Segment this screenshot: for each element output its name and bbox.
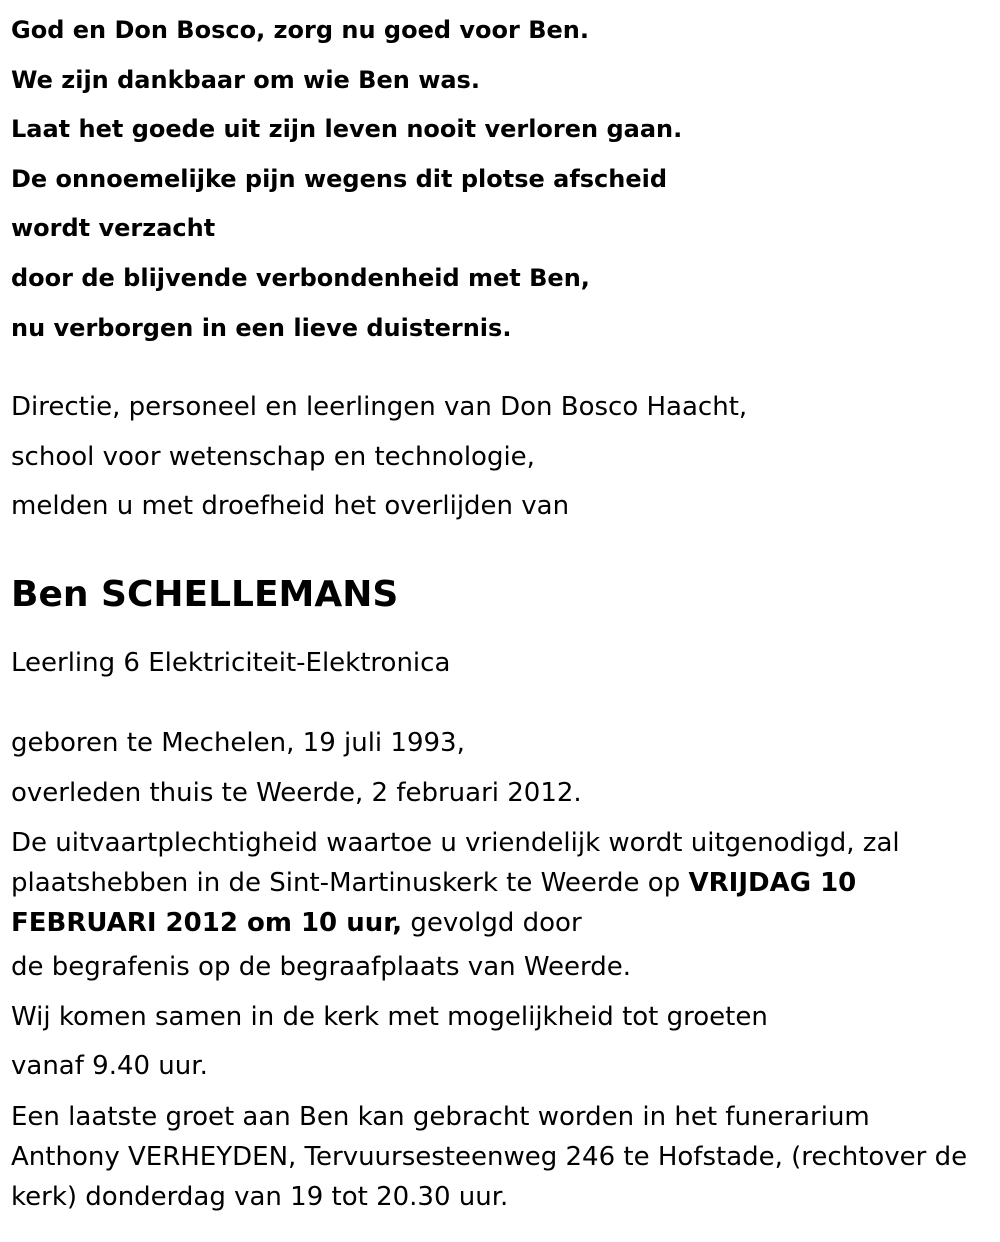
announcement-intro <box>11 383 986 531</box>
greeting-time-line: vanaf 9.40 uur. <box>11 1051 208 1082</box>
poem-line: De onnoemelijke pijn wegens dit plotse afscheid <box>11 164 668 193</box>
deceased-role: Leerling 6 Elektriciteit-Elektronica <box>11 648 451 679</box>
deceased-name: Ben SCHELLEMANS <box>11 574 399 616</box>
greeting-line: Wij komen samen in de kerk met mogelijkheid tot groeten <box>11 1001 768 1032</box>
poem-line: God en Don Bosco, zorg nu goed voor Ben. <box>11 16 589 44</box>
poem-line: door de blijvende verbondenheid met Ben, <box>11 263 590 292</box>
death-line: overleden thuis te Weerde, 2 februari 2012. <box>11 777 582 808</box>
intro-line: Directie, personeel en leerlingen van Don Bosco Haacht, <box>11 392 748 423</box>
intro-line: melden u met droefheid het overlijden van <box>11 490 570 521</box>
intro-line: school voor wetenschap en technologie, <box>11 441 535 472</box>
last-farewell-paragraph: Een laatste groet aan Ben kan gebracht worden in het funerarium Anthony VERHEYDEN, Tervuursesteenweg 246 te Hofstade, (rechtover de kerk) donderdag van 19 tot 20.30 uur. <box>11 1101 968 1212</box>
life-dates <box>11 719 986 818</box>
funeral-text-after: gevolgd door <box>402 908 582 939</box>
poem-block <box>11 0 986 353</box>
funeral-paragraph <box>11 818 986 943</box>
poem-line: Laat het goede uit zijn leven nooit verloren gaan. <box>11 115 683 144</box>
obituary-page <box>11 0 986 1217</box>
poem-line: wordt verzacht <box>11 214 216 243</box>
poem-line: We zijn dankbaar om wie Ben was. <box>11 65 480 94</box>
funeral-date: VRIJDAG 10 FEBRUARI 2012 om 10 uur, <box>11 868 857 939</box>
funeral-text-before: De uitvaartplechtigheid waartoe u vriendelijk wordt uitgenodigd, zal plaatshebben in de Sint-Martinuskerk te Weerde op <box>11 828 900 899</box>
poem-line: nu verborgen in een lieve duisternis. <box>11 313 512 342</box>
burial-line: de begrafenis op de begraafplaats van Weerde. <box>11 952 632 983</box>
birth-line: geboren te Mechelen, 19 juli 1993, <box>11 728 465 759</box>
